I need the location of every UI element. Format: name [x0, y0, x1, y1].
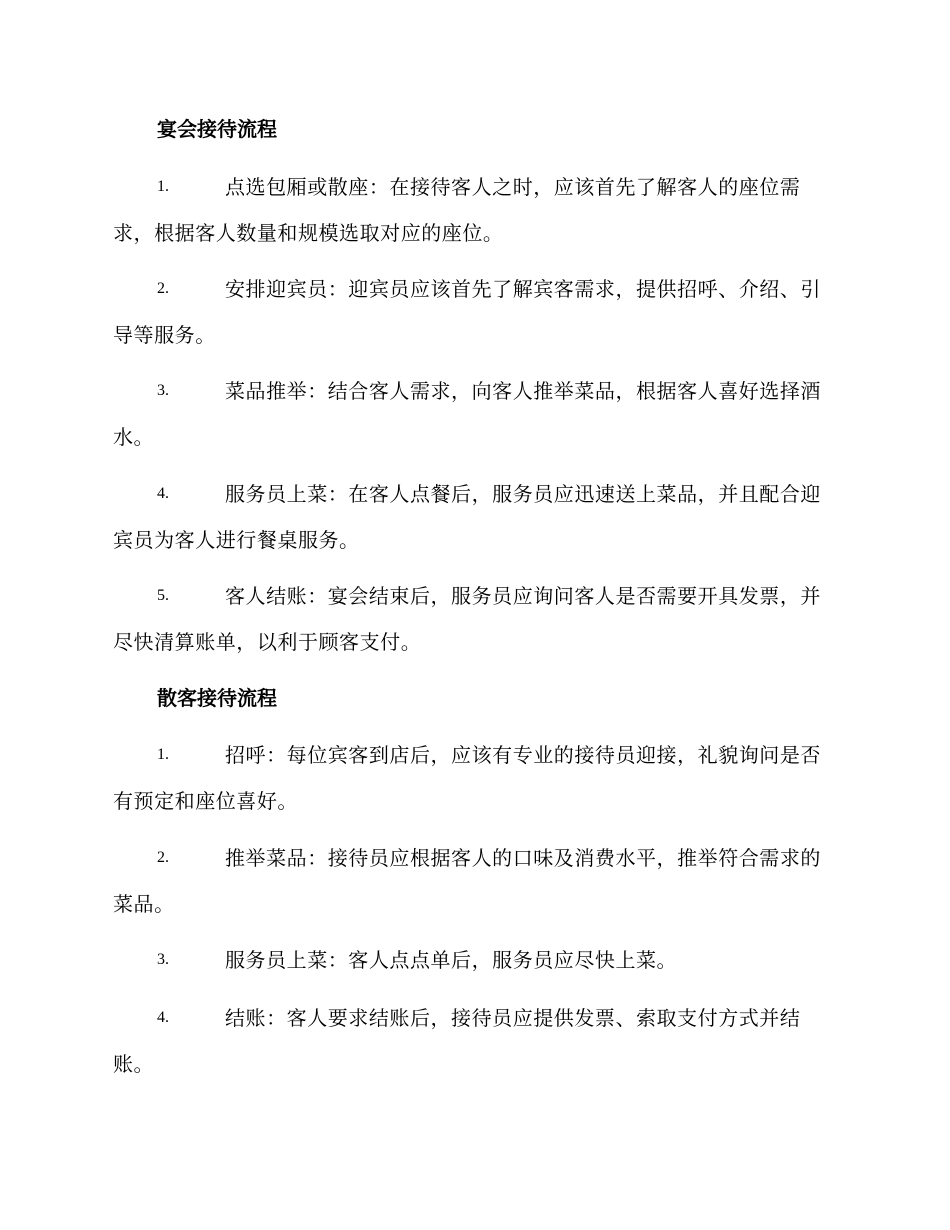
- section-title-banquet: 宴会接待流程: [157, 117, 277, 141]
- list-item: [113, 164, 835, 256]
- list-item: [113, 266, 835, 358]
- list-item-number: 3.: [157, 382, 169, 399]
- list-item-number: 1.: [157, 178, 169, 195]
- list-item: [113, 368, 835, 460]
- list-item: [113, 995, 835, 1087]
- list-item-text: 服务员上菜：客人点点单后，服务员应尽快上菜。: [225, 948, 678, 972]
- list-item: [113, 835, 835, 927]
- list-item-number: 5.: [157, 587, 169, 604]
- list-item: [113, 573, 835, 665]
- list-item-text: 菜品推举：结合客人需求，向客人推举菜品，根据客人喜好选择酒水。: [113, 379, 821, 449]
- list-item-text: 结账：客人要求结账后，接待员应提供发票、索取支付方式并结账。: [113, 1006, 801, 1076]
- list-item-text: 客人结账：宴会结束后，服务员应询问客人是否需要开具发票，并尽快清算账单，以利于顾客支付。: [113, 584, 821, 654]
- list-item-number: 2.: [157, 849, 169, 866]
- list-item-text: 服务员上菜：在客人点餐后，服务员应迅速送上菜品，并且配合迎宾员为客人进行餐桌服务。: [113, 482, 821, 552]
- list-item: [113, 732, 835, 824]
- list-item-text: 推举菜品：接待员应根据客人的口味及消费水平，推举符合需求的菜品。: [113, 846, 821, 916]
- list-item-text: 安排迎宾员：迎宾员应该首先了解宾客需求，提供招呼、介绍、引导等服务。: [113, 277, 821, 347]
- list-item-number: 4.: [157, 1009, 169, 1026]
- list-item: [113, 471, 835, 563]
- list-item-text: 点选包厢或散座：在接待客人之时，应该首先了解客人的座位需求，根据客人数量和规模选取对应的座位。: [113, 175, 801, 245]
- list-item-number: 4.: [157, 485, 169, 502]
- list-item-text: 招呼：每位宾客到店后，应该有专业的接待员迎接，礼貌询问是否有预定和座位喜好。: [113, 743, 821, 813]
- list-item-number: 1.: [157, 746, 169, 763]
- list-item-number: 3.: [157, 951, 169, 968]
- list-item: [113, 937, 835, 983]
- list-item-number: 2.: [157, 280, 169, 297]
- section-title-walkin: 散客接待流程: [157, 686, 277, 710]
